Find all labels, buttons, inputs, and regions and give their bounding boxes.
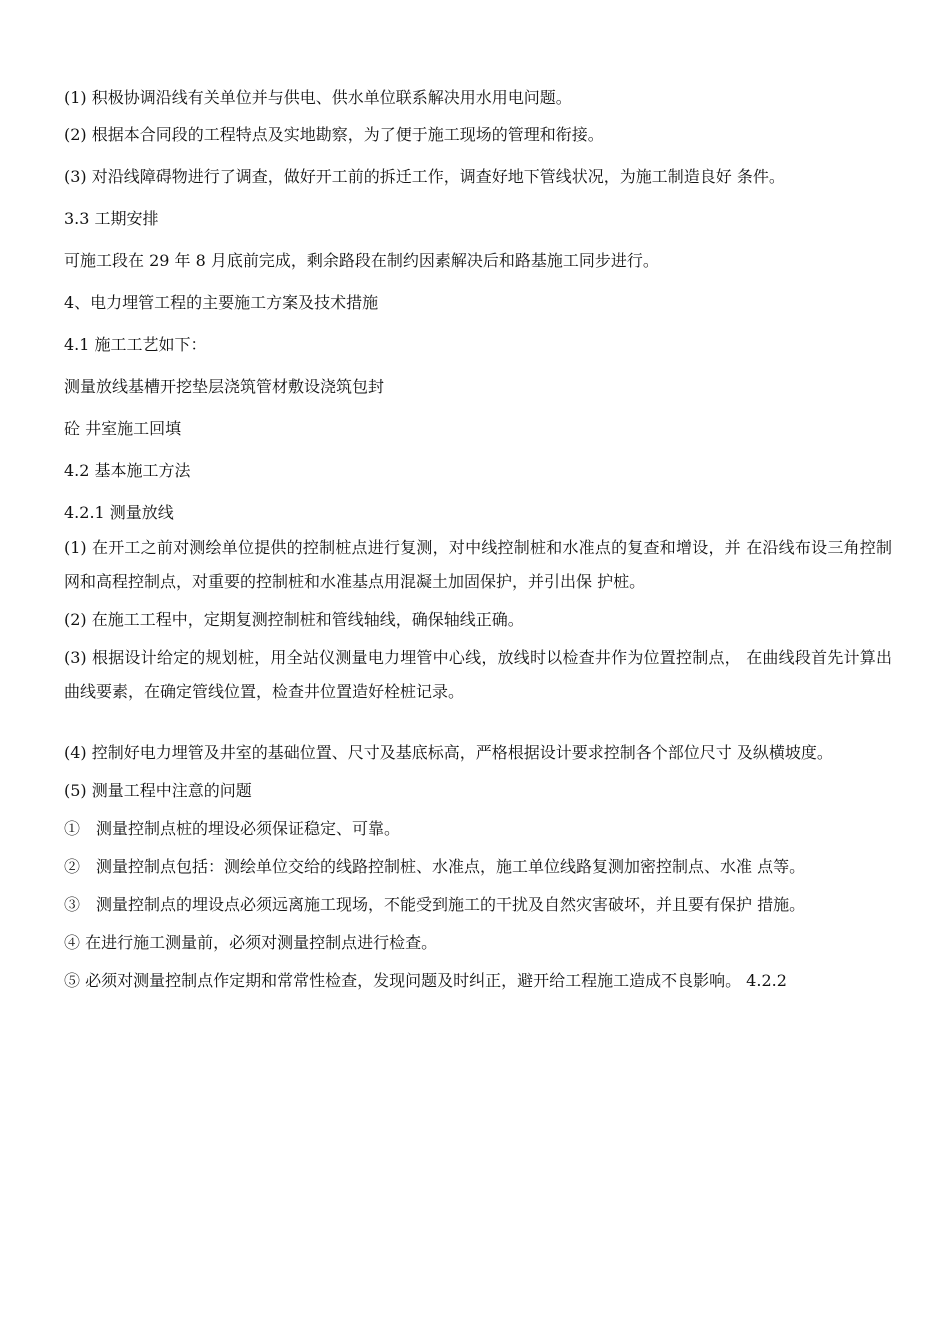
text-line-3: (3) 对沿线障碍物进行了调查，做好开工前的拆迁工作，调查好地下管线状况，为施工制造良好 条件。 [64,167,785,186]
paragraph-5: (5) 测量工程中注意的问题 [64,781,252,800]
section-heading-4-2: 4.2 基本施工方法 [64,461,191,480]
section-heading-4: 4、电力埋管工程的主要施工方案及技术措施 [64,293,379,312]
section-heading-3-3: 3.3 工期安排 [64,209,159,228]
paragraph-2: (2) 在施工工程中，定期复测控制桩和管线轴线，确保轴线正确。 [64,610,524,629]
list-item-4: ④ 在进行施工测量前，必须对测量控制点进行检查。 [64,933,438,952]
text-line-2: (2) 根据本合同段的工程特点及实地勘察，为了便于施工现场的管理和衔接。 [64,125,604,144]
paragraph-4: (4) 控制好电力埋管及井室的基础位置、尺寸及基底标高，严格根据设计要求控制各个部位尺寸 及纵横坡度。 [64,743,833,762]
list-item-3: ③ 测量控制点的埋设点必须远离施工现场，不能受到施工的干扰及自然灾害破坏，并且要有保护 措施。 [64,895,806,914]
text-line-1: (1) 积极协调沿线有关单位并与供电、供水单位联系解决用水用电问题。 [64,88,572,107]
list-item-5: ⑤ 必须对测量控制点作定期和常常性检查，发现问题及时纠正，避开给工程施工造成不良影响。 4.2.2 [64,971,787,990]
section-heading-4-2-1: 4.2.1 测量放线 [64,503,174,522]
list-item-2: ② 测量控制点包括：测绘单位交给的线路控制桩、水准点，施工单位线路复测加密控制点、水准 点等。 [64,857,806,876]
text-line-5: 可施工段在 29 年 8 月底前完成，剩余路段在制约因素解决后和路基施工同步进行。 [64,251,659,270]
section-heading-4-1: 4.1 施工工艺如下： [64,335,207,354]
paragraph-1: (1) 在开工之前对测绘单位提供的控制桩点进行复测，对中线控制桩和水准点的复查和增设，并 在沿线布设三角控制网和高程控制点，对重要的控制桩和水准基点用混凝土加固保护，并引出保 护桩。 [64,538,892,591]
process-line-1: 测量放线基槽开挖垫层浇筑管材敷设浇筑包封 [64,377,385,396]
paragraph-3: (3) 根据设计给定的规划桩，用全站仪测量电力埋管中心线，放线时以检查井作为位置控制点， 在曲线段首先计算出曲线要素，在确定管线位置，检查井位置造好栓桩记录。 [64,648,892,701]
process-line-2: 砼 井室施工回填 [64,419,182,438]
list-item-1: ① 测量控制点桩的埋设必须保证稳定、可靠。 [64,819,401,838]
document-page [64,88,892,998]
